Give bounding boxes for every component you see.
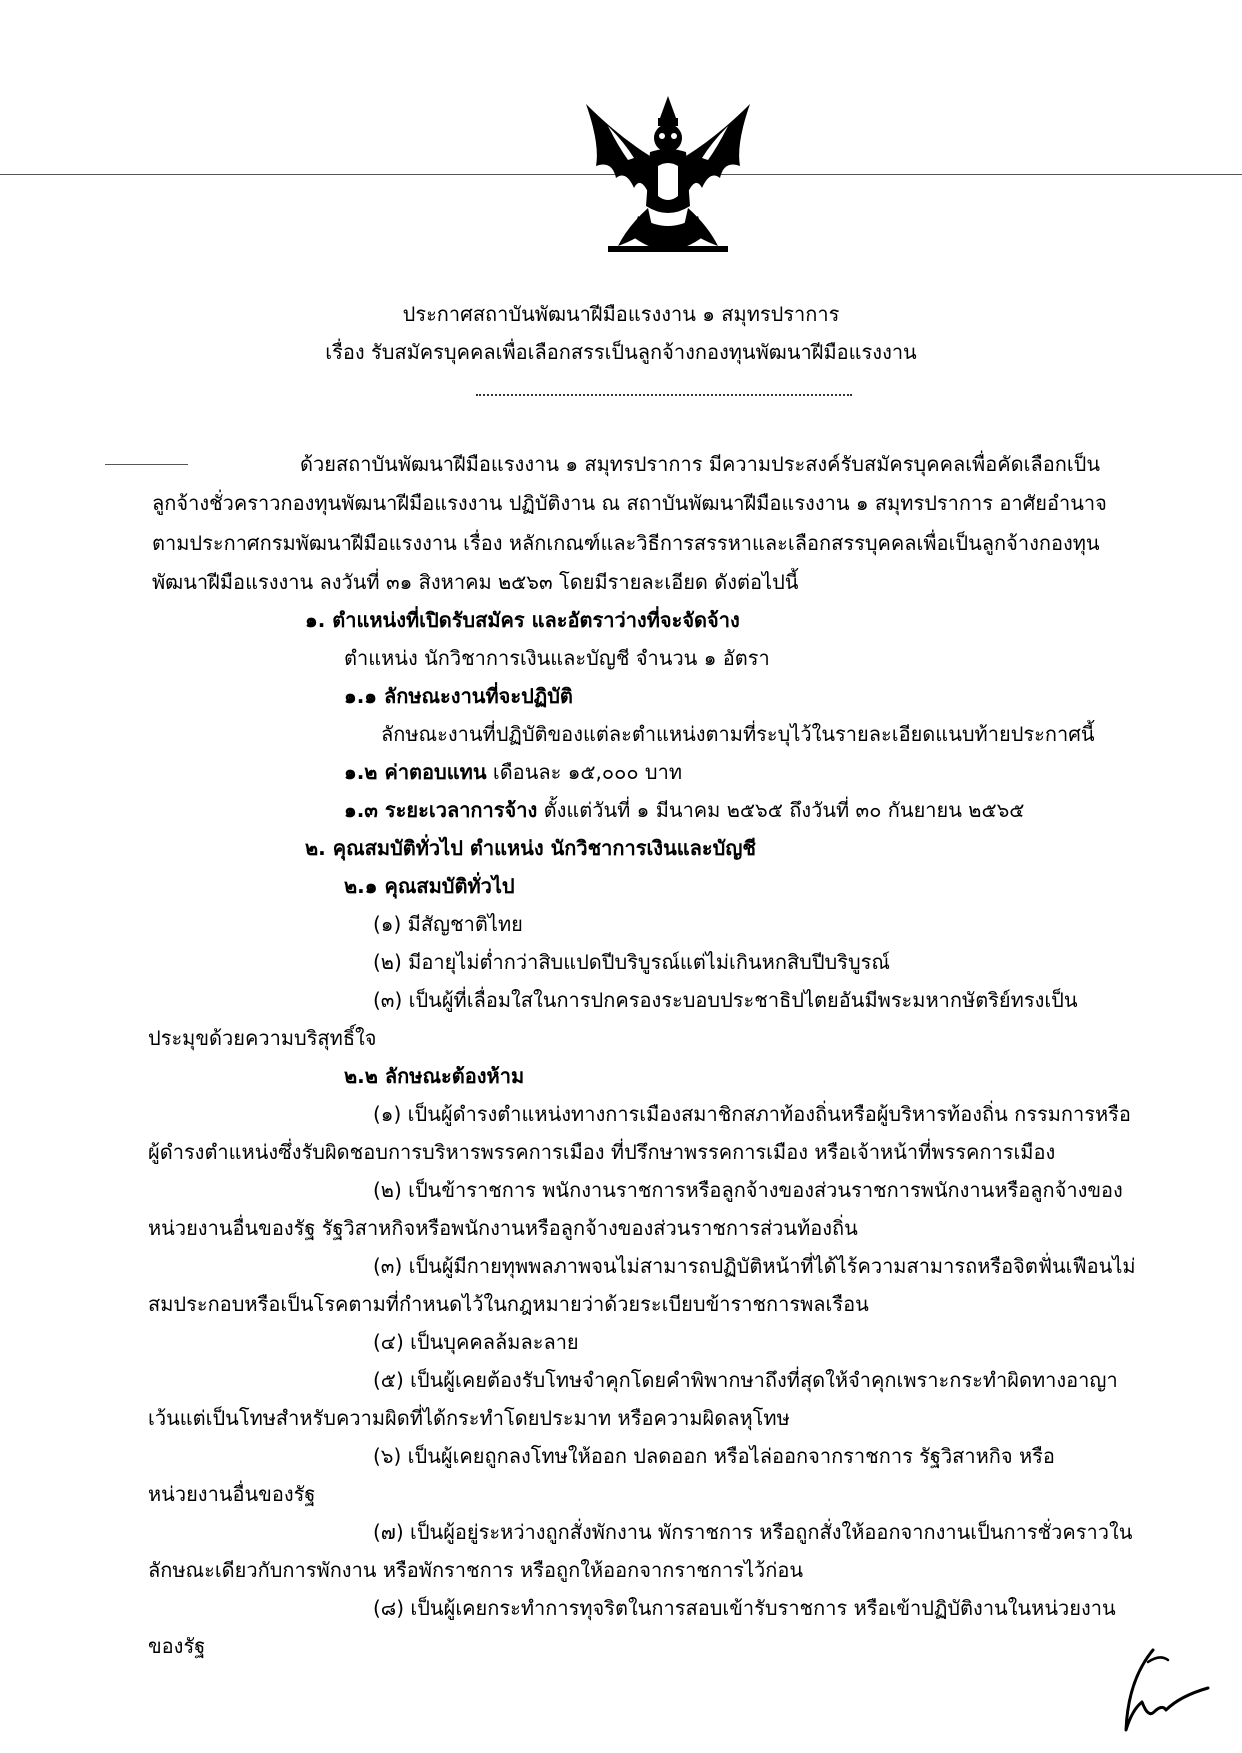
intro-line-1: ด้วยสถาบันพัฒนาฝีมือแรงงาน ๑ สมุทรปราการ มีความประสงค์รับสมัครบุคคลเพื่อคัดเลือกเป็น <box>300 452 1101 476</box>
section-1-3-value: ตั้งแต่วันที่ ๑ มีนาคม ๒๕๖๕ ถึงวันที่ ๓๐ กันยายน ๒๕๖๕ <box>537 798 1025 822</box>
signature-icon <box>1108 1640 1218 1740</box>
intro-line-4: พัฒนาฝีมือแรงงาน ลงวันที่ ๓๑ สิงหาคม ๒๕๖๓ โดยมีรายละเอียด ดังต่อไปนี้ <box>152 570 799 594</box>
prohibition-line: (๓) เป็นผู้มีกายทุพพลภาพจนไม่สามารถปฏิบัติหน้าที่ได้ไร้ความสามารถหรือจิตฟั่นเฟือนไม่ <box>373 1254 1136 1278</box>
prohibition-line: สมประกอบหรือเป็นโรคตามที่กำหนดไว้ในกฎหมายว่าด้วยระเบียบข้าราชการพลเรือน <box>148 1292 869 1316</box>
section-2-2-heading: ๒.๒ ลักษณะต้องห้าม <box>344 1064 525 1088</box>
prohibition-line: ลักษณะเดียวกับการพักงาน หรือพักราชการ หรือถูกให้ออกจากราชการไว้ก่อน <box>148 1558 804 1582</box>
section-1-2-value: เดือนละ ๑๕,๐๐๐ บาท <box>486 760 682 784</box>
qualification-item-3-cont: ประมุขด้วยความบริสุทธิ์ใจ <box>148 1026 377 1050</box>
prohibition-line: (๑) เป็นผู้ดำรงตำแหน่งทางการเมืองสมาชิกสภาท้องถิ่นหรือผู้บริหารท้องถิ่น กรรมการหรือ <box>373 1102 1131 1126</box>
prohibition-line: หน่วยงานอื่นของรัฐ <box>148 1482 316 1506</box>
announcement-title: ประกาศสถาบันพัฒนาฝีมือแรงงาน ๑ สมุทรปราการ <box>402 302 840 326</box>
prohibition-line: ผู้ดำรงตำแหน่งซึ่งรับผิดชอบการบริหารพรรคการเมือง ที่ปรึกษาพรรคการเมือง หรือเจ้าหน้าที่พรรคการเมือง <box>148 1140 1056 1164</box>
intro-line-3: ตามประกาศกรมพัฒนาฝีมือแรงงาน เรื่อง หลักเกณฑ์และวิธีการสรรหาและเลือกสรรบุคคลเพื่อเป็นลูกจ้างกองทุน <box>152 531 1100 555</box>
prohibition-line: หน่วยงานอื่นของรัฐ รัฐวิสาหกิจหรือพนักงานหรือลูกจ้างของส่วนราชการส่วนท้องถิ่น <box>148 1216 858 1240</box>
qualification-item-1: (๑) มีสัญชาติไทย <box>373 912 523 936</box>
section-1-3-label: ๑.๓ ระยะเวลาการจ้าง <box>344 798 538 822</box>
margin-rule <box>105 464 188 465</box>
qualification-item-3: (๓) เป็นผู้ที่เลื่อมใสในการปกครองระบอบประชาธิปไตยอันมีพระมหากษัตริย์ทรงเป็น <box>373 988 1078 1012</box>
prohibition-line: (๗) เป็นผู้อยู่ระหว่างถูกสั่งพักงาน พักราชการ หรือถูกสั่งให้ออกจากงานเป็นการชั่วคราวใน <box>373 1520 1133 1544</box>
section-1-1-text: ลักษณะงานที่ปฏิบัติของแต่ละตำแหน่งตามที่ระบุไว้ในรายละเอียดแนบท้ายประกาศนี้ <box>381 722 1095 746</box>
qualification-item-2: (๒) มีอายุไม่ต่ำกว่าสิบแปดปีบริบูรณ์แต่ไม่เกินหกสิบปีบริบูรณ์ <box>373 950 890 974</box>
section-1-1-heading: ๑.๑ ลักษณะงานที่จะปฏิบัติ <box>344 684 573 708</box>
prohibition-line: (๕) เป็นผู้เคยต้องรับโทษจำคุกโดยคำพิพากษาถึงที่สุดให้จำคุกเพราะกระทำผิดทางอาญา <box>373 1368 1118 1392</box>
announcement-subject: เรื่อง รับสมัครบุคคลเพื่อเลือกสรรเป็นลูกจ้างกองทุนพัฒนาฝีมือแรงงาน <box>325 340 917 364</box>
prohibition-line: (๒) เป็นข้าราชการ พนักงานราชการหรือลูกจ้างของส่วนราชการพนักงานหรือลูกจ้างของ <box>373 1178 1123 1202</box>
section-1-2-label: ๑.๒ ค่าตอบแทน <box>344 760 487 784</box>
prohibition-line: ของรัฐ <box>148 1634 206 1658</box>
section-1-3-line <box>344 794 1024 826</box>
prohibition-line: (๘) เป็นผู้เคยกระทำการทุจริตในการสอบเข้ารับราชการ หรือเข้าปฏิบัติงานในหน่วยงาน <box>373 1596 1116 1620</box>
dotted-separator <box>476 382 852 396</box>
intro-line-2: ลูกจ้างชั่วคราวกองทุนพัฒนาฝีมือแรงงาน ปฏิบัติงาน ณ สถาบันพัฒนาฝีมือแรงงาน ๑ สมุทรปราการ อาศัยอำนาจ <box>152 491 1107 515</box>
section-1-2-line <box>344 756 682 788</box>
prohibition-line: (๔) เป็นบุคคลล้มละลาย <box>373 1330 579 1354</box>
garuda-emblem-icon <box>578 96 758 264</box>
prohibition-line: (๖) เป็นผู้เคยถูกลงโทษให้ออก ปลดออก หรือไล่ออกจากราชการ รัฐวิสาหกิจ หรือ <box>373 1444 1055 1468</box>
section-2-heading: ๒. คุณสมบัติทั่วไป ตำแหน่ง นักวิชาการเงินและบัญชี <box>305 836 756 860</box>
section-1-heading: ๑. ตำแหน่งที่เปิดรับสมัคร และอัตราว่างที่จะจัดจ้าง <box>305 608 740 632</box>
prohibition-line: เว้นแต่เป็นโทษสำหรับความผิดที่ได้กระทำโดยประมาท หรือความผิดลหุโทษ <box>148 1406 790 1430</box>
section-2-1-heading: ๒.๑ คุณสมบัติทั่วไป <box>344 874 515 898</box>
position-line: ตำแหน่ง นักวิชาการเงินและบัญชี จำนวน ๑ อัตรา <box>344 646 770 670</box>
